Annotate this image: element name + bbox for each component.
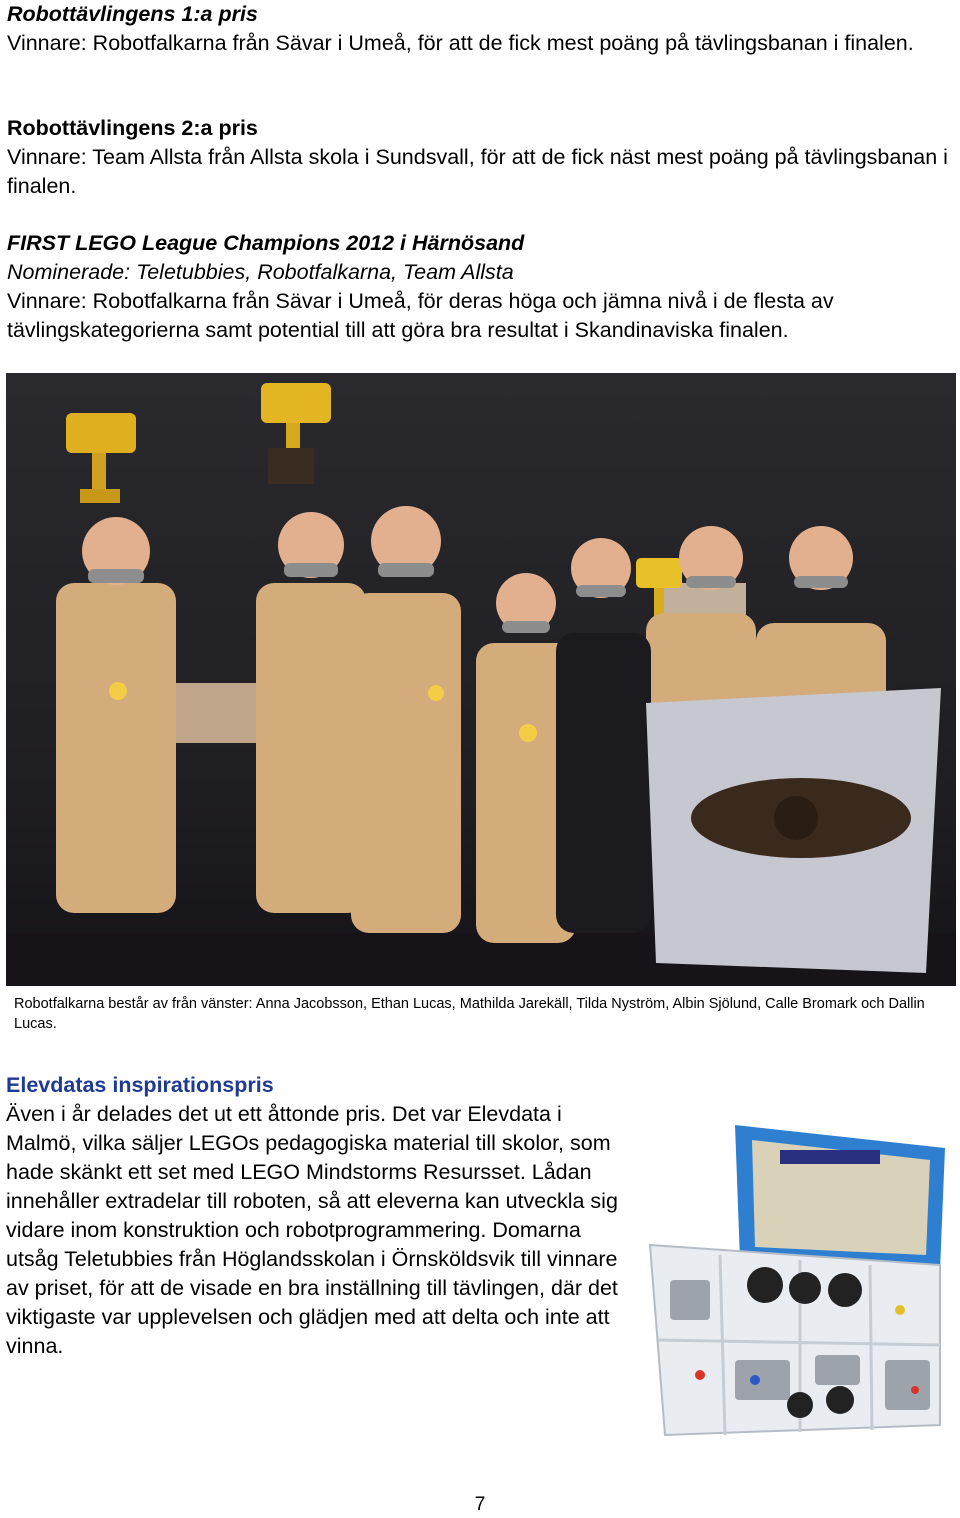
- elevdata-heading: Elevdatas inspirationspris: [6, 1073, 274, 1097]
- section-second-prize: [7, 114, 957, 201]
- black-shirt: [556, 633, 651, 933]
- champions-body: Vinnare: Robotfalkarna från Sävar i Umeå, för deras höga och jämna nivå i de flesta av tävlingskategorierna samt potential till att göra bra resultat i Skandinaviska finalen.: [7, 289, 834, 342]
- section-elevdata: [6, 1071, 626, 1361]
- champions-nominees: Nominerade: Teletubbies, Robotfalkarna, Team Allsta: [7, 260, 514, 284]
- elevdata-body: Även i år delades det ut ett åttonde pris. Det var Elevdata i Malmö, vilka säljer LEGOs pedagogiska material till skolor, som hade skänkt ett set med LEGO Mindstorms Resursset. Lådan innehåller extradelar till roboten, så att eleverna kan utveckla sig vidare inom konstruktion och robotprogrammering. Domarna utsåg Teletubbies från Höglandsskolan i Örnsköldsvik till vinnare av priset, för att de visade en bra inställning till tävlingen, där det viktigaste var upplevelsen och glädjen med att delta och inte att vinna.: [6, 1102, 618, 1358]
- section-first-prize: [7, 0, 957, 58]
- team-flag: [646, 688, 941, 973]
- second-prize-heading: Robottävlingens 2:a pris: [7, 116, 258, 140]
- photo-caption: Robotfalkarna består av från vänster: Anna Jacobsson, Ethan Lucas, Mathilda Jarekäll, Tilda Nyström, Albin Sjölund, Calle Bromark och Dallin Lucas.: [14, 996, 925, 1032]
- lego-mindstorms-box-image: [640, 1120, 952, 1442]
- page-number: 7: [474, 1494, 486, 1515]
- second-prize-body: Vinnare: Team Allsta från Allsta skola i Sundsvall, för att de fick näst mest poäng på tävlingsbanan i finalen.: [7, 145, 948, 198]
- team-photo: [6, 373, 956, 986]
- section-champions: [7, 229, 957, 345]
- champions-heading: FIRST LEGO League Champions 2012 i Härnösand: [7, 231, 525, 255]
- first-prize-heading: Robottävlingens 1:a pris: [7, 2, 258, 26]
- first-prize-body: Vinnare: Robotfalkarna från Sävar i Umeå, för att de fick mest poäng på tävlingsbanan i finalen.: [7, 31, 914, 55]
